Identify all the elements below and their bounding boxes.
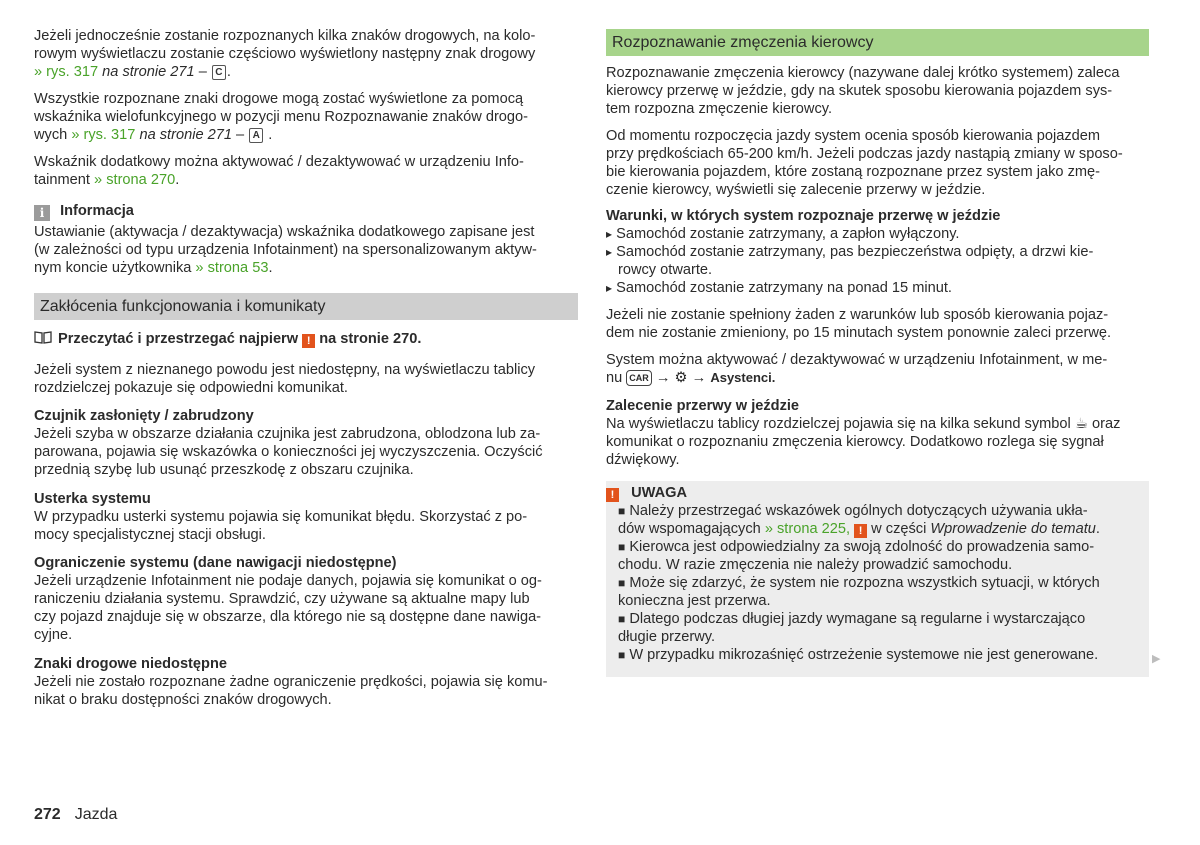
paragraph-unavailable [34, 361, 578, 397]
text-line: rowym wyświetlaczu zostanie częściowo wyświetlony następny znak drogowy [34, 46, 536, 62]
info-icon: i [34, 205, 50, 221]
text-line: kierowcy przerwę w jeździe, gdy na skutek sposobu kierowania pojazdem sys- [606, 83, 1113, 99]
bullet-square-icon: ■ [618, 576, 626, 590]
page-link[interactable]: » strona 225, [764, 521, 851, 537]
text-line: Jeżeli system z nieznanego powodu jest niedostępny, na wyświetlaczu tablicy [34, 362, 536, 378]
bullet-item [606, 502, 1149, 520]
text-line: Jeżeli jednocześnie zostanie rozpoznanych kilka znaków drogowych, na kolo- [34, 28, 536, 44]
text-fragment: Samochód zostanie zatrzymany na ponad 15 minut. [616, 280, 952, 296]
bullet-item [606, 225, 1149, 243]
dash: – [198, 64, 207, 80]
text-line [34, 126, 578, 144]
paragraph-activation [606, 351, 1149, 387]
text-line: Jeżeli nie zostanie spełniony żaden z warunków lub sposób kierowania pojaz- [606, 307, 1109, 323]
text-fragment: Kierowca jest odpowiedzialny za swoją zdolność do prowadzenia samo- [629, 539, 1095, 555]
period: . [268, 127, 273, 143]
text-fragment: W przypadku mikrozaśnięć ostrzeżenie systemowe nie jest generowane. [629, 647, 1099, 663]
page-footer [34, 805, 117, 825]
paragraph-repeat [606, 306, 1149, 342]
warning-title-row [606, 481, 1149, 502]
figure-label-box: C [212, 65, 226, 80]
text-line: Jeżeli nie zostało rozpoznane żadne ograniczenie prędkości, pojawia się komu- [34, 674, 548, 690]
period: . [268, 260, 273, 276]
text-line: Wszystkie rozpoznane znaki drogowe mogą zostać wyświetlone za pomocą [34, 91, 524, 107]
bullet-square-icon: ■ [618, 648, 626, 662]
subheading: Ograniczenie systemu (dane nawigacji niedostępne) [34, 555, 397, 571]
text-line [606, 369, 1149, 387]
text-line: chodu. W razie zmęczenia nie należy prowadzić samochodu. [618, 557, 1013, 573]
info-note [34, 202, 578, 277]
conditions-block [606, 207, 1149, 297]
text-line: Ustawianie (aktywacja / dezaktywacja) wskaźnika dodatkowego zapisane jest [34, 224, 535, 240]
text-line: długie przerwy. [618, 629, 716, 645]
text-fragment: wych [34, 127, 68, 143]
paragraph-all-signs [34, 90, 578, 144]
dash: – [236, 127, 245, 143]
bullet-item [606, 574, 1149, 592]
text-line: bie kierowania pojazdem, które zostaną rozpoznane przez system jako zmę- [606, 164, 1100, 180]
text-line: rowcy otwarte. [618, 262, 713, 278]
text-line: (w zależności od typu urządzenia Infotainment) na spersonalizowanym aktyw- [34, 242, 537, 258]
text-line: dem nie zostanie zmieniony, po 15 minutach system ponownie zaleci przerwę. [606, 325, 1112, 341]
figure-link[interactable]: » rys. 317 [71, 127, 136, 143]
text-line: cyjne. [34, 627, 73, 643]
warning-icon: ! [606, 488, 619, 502]
text-line [34, 63, 578, 81]
coffee-cup-icon: ☕ [1074, 416, 1088, 432]
text-line: Jeżeli urządzenie Infotainment nie podaje danych, pojawia się komunikat o og- [34, 573, 542, 589]
text-line: Wskaźnik dodatkowy można aktywować / dezaktywować w urządzeniu Info- [34, 154, 524, 170]
text-fragment: nym koncie użytkownika [34, 260, 192, 276]
text-line: parowana, pojawia się wskazówka o konieczności jej wyczyszczenia. Oczyścić [34, 444, 543, 460]
text-fragment: Wprowadzenie do tematu [930, 521, 1096, 537]
text-fragment: tainment [34, 172, 90, 188]
text-line: System można aktywować / dezaktywować w urządzeniu Infotainment, w me- [606, 352, 1108, 368]
text-line: czy pojazd znajduje się w obszarze, dla którego nie są dostępne dane nawiga- [34, 609, 542, 625]
subheading: Znaki drogowe niedostępne [34, 656, 227, 672]
period: . [226, 64, 231, 80]
system-fault-block [34, 490, 578, 544]
bullet-item [606, 646, 1149, 664]
text-line: przy prędkościach 65-200 km/h. Jeżeli podczas jazdy nastąpią zmiany w sposo- [606, 146, 1123, 162]
text-line: Jeżeli szyba w obszarze działania czujnika jest zabrudzona, oblodzona lub za- [34, 426, 541, 442]
text-line: konieczna jest przerwa. [618, 593, 771, 609]
period: . [175, 172, 180, 188]
text-line [606, 520, 1149, 538]
text-line: nikat o braku dostępności znaków drogowych. [34, 692, 332, 708]
sensor-dirty-block [34, 407, 578, 479]
figure-label-box: A [249, 128, 263, 143]
subheading: Warunki, w których system rozpoznaje przerwę w jeździe [606, 208, 1001, 224]
text-line [34, 171, 578, 189]
paragraph-evaluation [606, 127, 1149, 199]
text-fragment: oraz [1091, 416, 1121, 432]
text-line [34, 259, 578, 277]
bullet-square-icon: ■ [618, 504, 626, 518]
gear-icon: ⚙ [674, 370, 688, 386]
menu-item-assistants: Asystenci. [710, 370, 776, 385]
text-line: Od momentu rozpoczęcia jazdy system ocenia sposób kierowania pojazdem [606, 128, 1100, 144]
text-line [606, 415, 1149, 433]
text-fragment: nu [606, 370, 623, 386]
text-fragment: Należy przestrzegać wskazówek ogólnych dotyczących używania ukła- [629, 503, 1088, 519]
text-line: Rozpoznawanie zmęczenia kierowcy (nazywane dalej krótko systemem) zaleca [606, 65, 1120, 81]
text-line: przednią szybę lub usunąć przeszkodę z obszaru czujnika. [34, 462, 414, 478]
text-line: komunikat o rozpoznaniu zmęczenia kierowcy. Dodatkowo rozlega się sygnał [606, 434, 1104, 450]
paragraph-additional-indicator [34, 153, 578, 189]
paragraph-multiple-signs [34, 27, 578, 81]
page-link[interactable]: » strona 270 [94, 172, 176, 188]
info-title: Informacja [60, 203, 134, 219]
system-limit-block [34, 554, 578, 644]
bullet-arrow-icon: ▸ [606, 281, 613, 295]
text-line: W przypadku usterki systemu pojawia się komunikat błędu. Skorzystać z po- [34, 509, 528, 525]
subheading: Usterka systemu [34, 491, 151, 507]
car-key-icon: CAR [626, 370, 652, 386]
text-line: dźwiękowy. [606, 452, 680, 468]
bullet-square-icon: ■ [618, 612, 626, 626]
text-fragment: dów wspomagających [618, 521, 761, 537]
text-fragment: Na wyświetlaczu tablicy rozdzielczej pojawia się na kilka sekund symbol [606, 416, 1071, 432]
text-line: rozdzielczej pokazuje się odpowiedni komunikat. [34, 380, 348, 396]
figure-link[interactable]: » rys. 317 [34, 64, 99, 80]
text-fragment: Przeczytać i przestrzegać najpierw [58, 331, 299, 347]
info-title-row [34, 202, 578, 221]
arrow: → [691, 370, 707, 386]
book-icon [34, 331, 52, 344]
warning-box [606, 481, 1149, 677]
period: . [1095, 521, 1100, 537]
page-reference: na stronie 271 [102, 64, 195, 80]
bullet-item [606, 610, 1149, 628]
bullet-item [606, 279, 1149, 297]
text-fragment: w części [871, 521, 927, 537]
arrow: → [655, 370, 671, 386]
warning-title: UWAGA [631, 485, 688, 501]
bullet-square-icon: ■ [618, 540, 626, 554]
page-reference: na stronie 271 [139, 127, 232, 143]
bullet-item [606, 538, 1149, 556]
bullet-item [606, 243, 1149, 261]
text-fragment: Dlatego podczas długiej jazdy wymagane są regularne i wystarczająco [629, 611, 1086, 627]
text-line: wskaźnika wielofunkcyjnego w pozycji menu Rozpoznawanie znaków drogo- [34, 109, 529, 125]
page-link[interactable]: » strona 53 [195, 260, 269, 276]
paragraph-intro [606, 64, 1149, 118]
read-first-notice [34, 330, 578, 348]
subheading: Zalecenie przerwy w jeździe [606, 398, 800, 414]
section-header-malfunctions: Zakłócenia funkcjonowania i komunikaty [34, 293, 578, 320]
bullet-arrow-icon: ▸ [606, 227, 613, 241]
text-line: mocy specjalistycznej stacji obsługi. [34, 527, 266, 543]
subheading: Czujnik zasłonięty / zabrudzony [34, 408, 254, 424]
text-line: raniczeniu działania systemu. Sprawdzić, czy używane są aktualne mapy lub [34, 591, 530, 607]
warning-icon: ! [302, 334, 315, 348]
text-line: tem rozpozna zmęczenie kierowcy. [606, 101, 833, 117]
signs-unavailable-block [34, 655, 578, 709]
section-header-fatigue: Rozpoznawanie zmęczenia kierowcy [606, 29, 1149, 56]
text-fragment: Może się zdarzyć, że system nie rozpozna wszystkich sytuacji, w których [629, 575, 1100, 591]
continue-arrow-icon: ▶ [1152, 653, 1161, 665]
text-fragment: na stronie 270. [319, 331, 422, 347]
text-fragment: Samochód zostanie zatrzymany, pas bezpieczeństwa odpięty, a drzwi kie- [616, 244, 1094, 260]
text-fragment: Samochód zostanie zatrzymany, a zapłon wyłączony. [616, 226, 960, 242]
bullet-arrow-icon: ▸ [606, 245, 613, 259]
text-line: czenie kierowcy, wyświetli się zalecenie przerwy w jeździe. [606, 182, 986, 198]
page-number: 272 [34, 806, 61, 823]
break-recommendation-block [606, 397, 1149, 469]
chapter-name: Jazda [74, 806, 118, 823]
warning-icon: ! [854, 524, 867, 538]
text-line [34, 330, 578, 348]
